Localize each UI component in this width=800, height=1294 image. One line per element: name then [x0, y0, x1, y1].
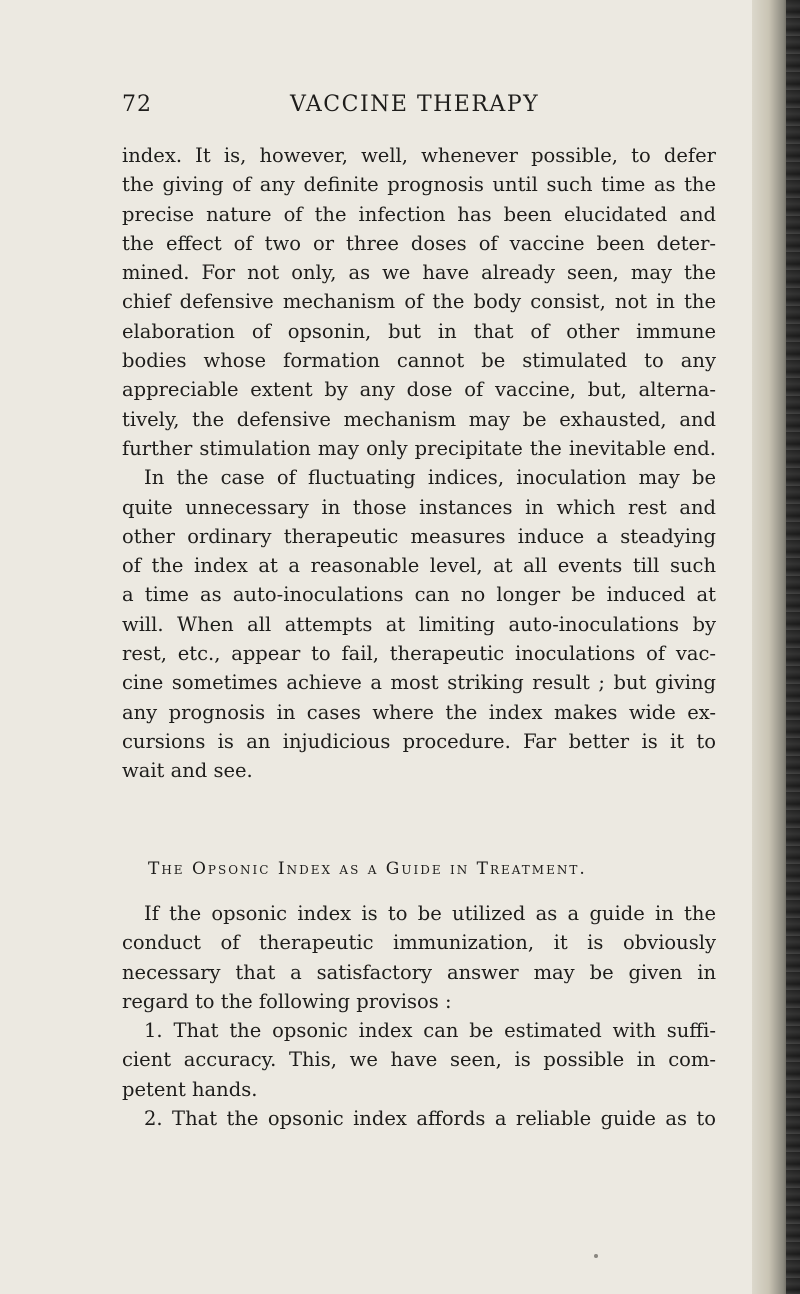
text-line: of the index at a reasonable level, at all events till such	[122, 554, 716, 578]
text-line: the giving of any definite prognosis until such time as the	[122, 173, 716, 197]
text-line: cursions is an injudicious procedure. Far better is it to	[122, 729, 716, 753]
text-line: wait and see.	[122, 759, 253, 783]
text-line: chief defensive mechanism of the body consist, not in the	[122, 290, 716, 314]
text-line: petent hands.	[122, 1077, 258, 1101]
text-line: will. When all attempts at limiting auto-inoculations by	[122, 612, 716, 636]
main-text-block	[122, 141, 716, 786]
text-line: cient accuracy. This, we have seen, is possible in com-	[122, 1048, 716, 1072]
text-line: cine sometimes achieve a most striking result ; but giving	[122, 671, 716, 695]
paragraph-2	[122, 463, 716, 785]
text-line: tively, the defensive mechanism may be exhausted, and	[122, 407, 716, 431]
running-head: VACCINE THERAPY	[290, 92, 540, 117]
text-line: regard to the following provisos :	[122, 989, 452, 1013]
text-line: index. It is, however, well, whenever possible, to defer	[122, 144, 716, 167]
text-line: a time as auto-inoculations can no longer be induced at	[122, 583, 716, 607]
paragraph-3	[122, 899, 716, 1016]
text-line: conduct of therapeutic immunization, it is obviously	[122, 931, 716, 955]
book-binding-edge	[752, 0, 800, 1294]
text-line: other ordinary therapeutic measures induce a steadying	[122, 524, 716, 548]
text-line: necessary that a satisfactory answer may be given in	[122, 960, 716, 984]
text-line: quite unnecessary in those instances in which rest and	[122, 495, 716, 519]
proviso-2	[122, 1104, 716, 1133]
text-line: the effect of two or three doses of vaccine been deter-	[122, 231, 716, 255]
page-speck	[594, 1254, 598, 1258]
paragraph-1	[122, 141, 716, 463]
section-text-block	[122, 899, 716, 1133]
text-line: mined. For not only, as we have already seen, may the	[122, 261, 716, 285]
text-line: 2. That the opsonic index affords a reliable guide as to	[144, 1107, 716, 1131]
proviso-1	[122, 1016, 716, 1104]
text-line: further stimulation may only precipitate the inevitable end.	[122, 436, 716, 460]
text-line: bodies whose formation cannot be stimulated to any	[122, 349, 716, 373]
text-line: elaboration of opsonin, but in that of other immune	[122, 319, 716, 343]
text-line: If the opsonic index is to be utilized as a guide in the	[144, 902, 716, 925]
text-line: any prognosis in cases where the index makes wide ex-	[122, 700, 716, 724]
text-line: 1. That the opsonic index can be estimated with suffi-	[144, 1019, 716, 1043]
page-header	[120, 92, 680, 122]
page-number: 72	[122, 92, 152, 117]
text-line: appreciable extent by any dose of vaccine, but, alterna-	[122, 378, 716, 402]
section-heading: The Opsonic Index as a Guide in Treatment.	[148, 859, 587, 879]
text-line: precise nature of the infection has been elucidated and	[122, 202, 716, 226]
text-line: In the case of fluctuating indices, inoculation may be	[144, 466, 716, 490]
text-line: rest, etc., appear to fail, therapeutic inoculations of vac-	[122, 642, 716, 666]
binding-shadow	[786, 0, 800, 1294]
